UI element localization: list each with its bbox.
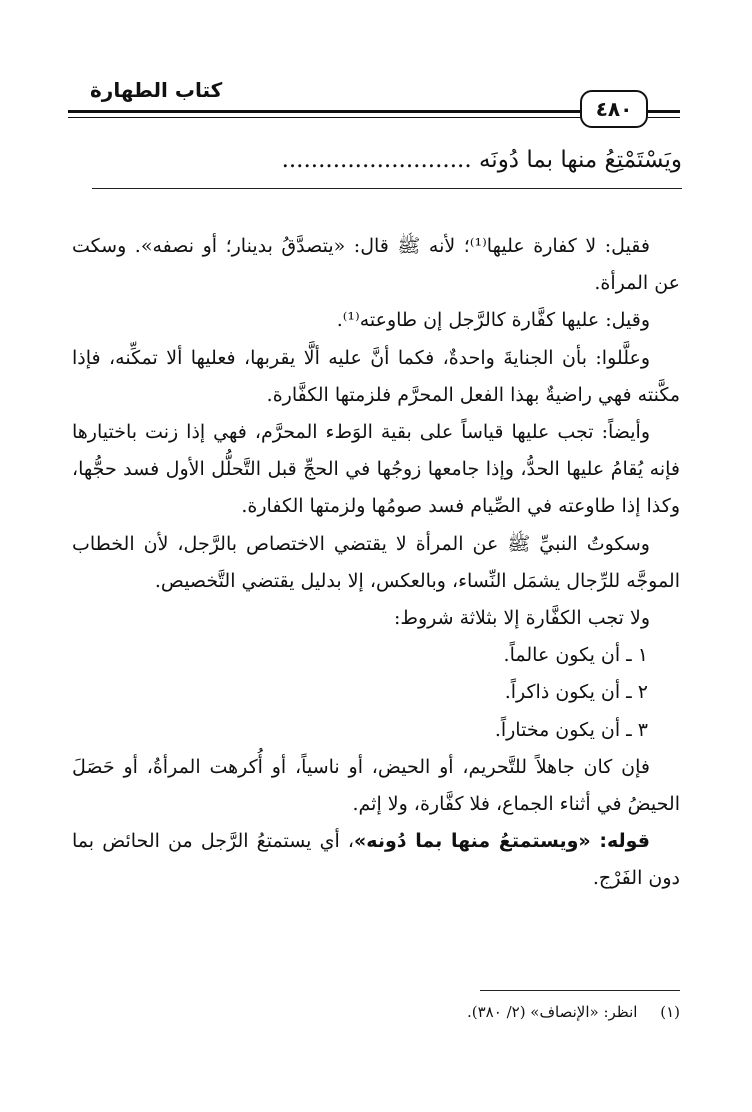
header-rule-thick	[68, 110, 586, 113]
matn-separator	[92, 188, 682, 189]
footnote-marker: (١)	[660, 1003, 680, 1021]
footnote	[300, 1000, 680, 1024]
commentary-headword: قوله: «ويستمتعُ منها بما دُونه»	[354, 830, 650, 853]
footnote-text: انظر: «الإنصاف» (٢/ ٣٨٠).	[467, 1003, 638, 1021]
page-number: ٤٨٠	[580, 90, 648, 128]
page-header	[68, 72, 680, 132]
condition-item: ٣ ـ أن يكون مختاراً.	[494, 718, 648, 741]
condition-item: ١ ـ أن يكون عالماً.	[503, 644, 648, 667]
header-rule-tail-thin	[648, 117, 680, 118]
header-rule-thin	[68, 117, 586, 118]
header-rule-tail	[648, 110, 680, 113]
matn-quote: ويَسْتَمْتِعُ منها بما دُونَه ..........................	[281, 147, 682, 173]
paragraph-commentary	[72, 823, 680, 897]
paragraph-expiation-opinion: وقيل: عليها كفَّارة كالرَّجل إن طاوعته⁽¹⁾.	[336, 309, 650, 332]
commentary-body	[72, 228, 680, 898]
paragraph-analogy: وأيضاً: تجب عليها قياساً على بقية الوَطء المحرَّم، فهي إذا زنت باختيارها فإنه يُقامُ عليها الحدُّ، وإذا جامعها زوجُها في الحجِّ قبل التَّحلُّل الأول فسد حجُّها، وكذا إذا طاوعته في الصِّيام فسد صومُها ولزمتها الكفارة.	[72, 421, 680, 518]
running-title: كتاب الطهارة	[90, 78, 223, 102]
footnote-rule	[480, 990, 680, 991]
paragraph-prophet-silence: وسكوتُ النبيِّ ﷺ عن المرأة لا يقتضي الاختصاص بالرَّجل، لأن الخطاب الموجَّه للرِّجال يشمَل النِّساء، وبالعكس، إلا بدليل يقتضي التَّخصيص.	[72, 532, 680, 592]
condition-item: ٢ ـ أن يكون ذاكراً.	[504, 681, 648, 704]
paragraph-reasoning: وعلَّلوا: بأن الجنايةَ واحدةٌ، فكما أنَّ عليه ألَّا يقربها، فعليها ألا تمكِّنه، فإذا مكَّنته فهي راضيةٌ بهذا الفعل المحرَّم فلزمتها الكفَّارة.	[72, 346, 680, 406]
commentary-explanation: ، أي يستمتعُ الرَّجل من الحائض بما دون الفَرْج.	[72, 830, 680, 890]
paragraph-exemptions: فإن كان جاهلاً للتَّحريم، أو الحيض، أو ناسياً، أو أُكرهت المرأةُ، أو حَصَلَ الحيضُ في أثناء الجماع، فلا كفَّارة، ولا إثم.	[72, 755, 680, 816]
paragraph-no-expiation: فقيل: لا كفارة عليها⁽¹⁾؛ لأنه ﷺ قال: «يتصدَّقُ بدينار؛ أو نصفه». وسكت عن المرأة.	[72, 235, 680, 295]
paragraph-conditions-intro: ولا تجب الكفَّارة إلا بثلاثة شروط:	[393, 607, 650, 630]
